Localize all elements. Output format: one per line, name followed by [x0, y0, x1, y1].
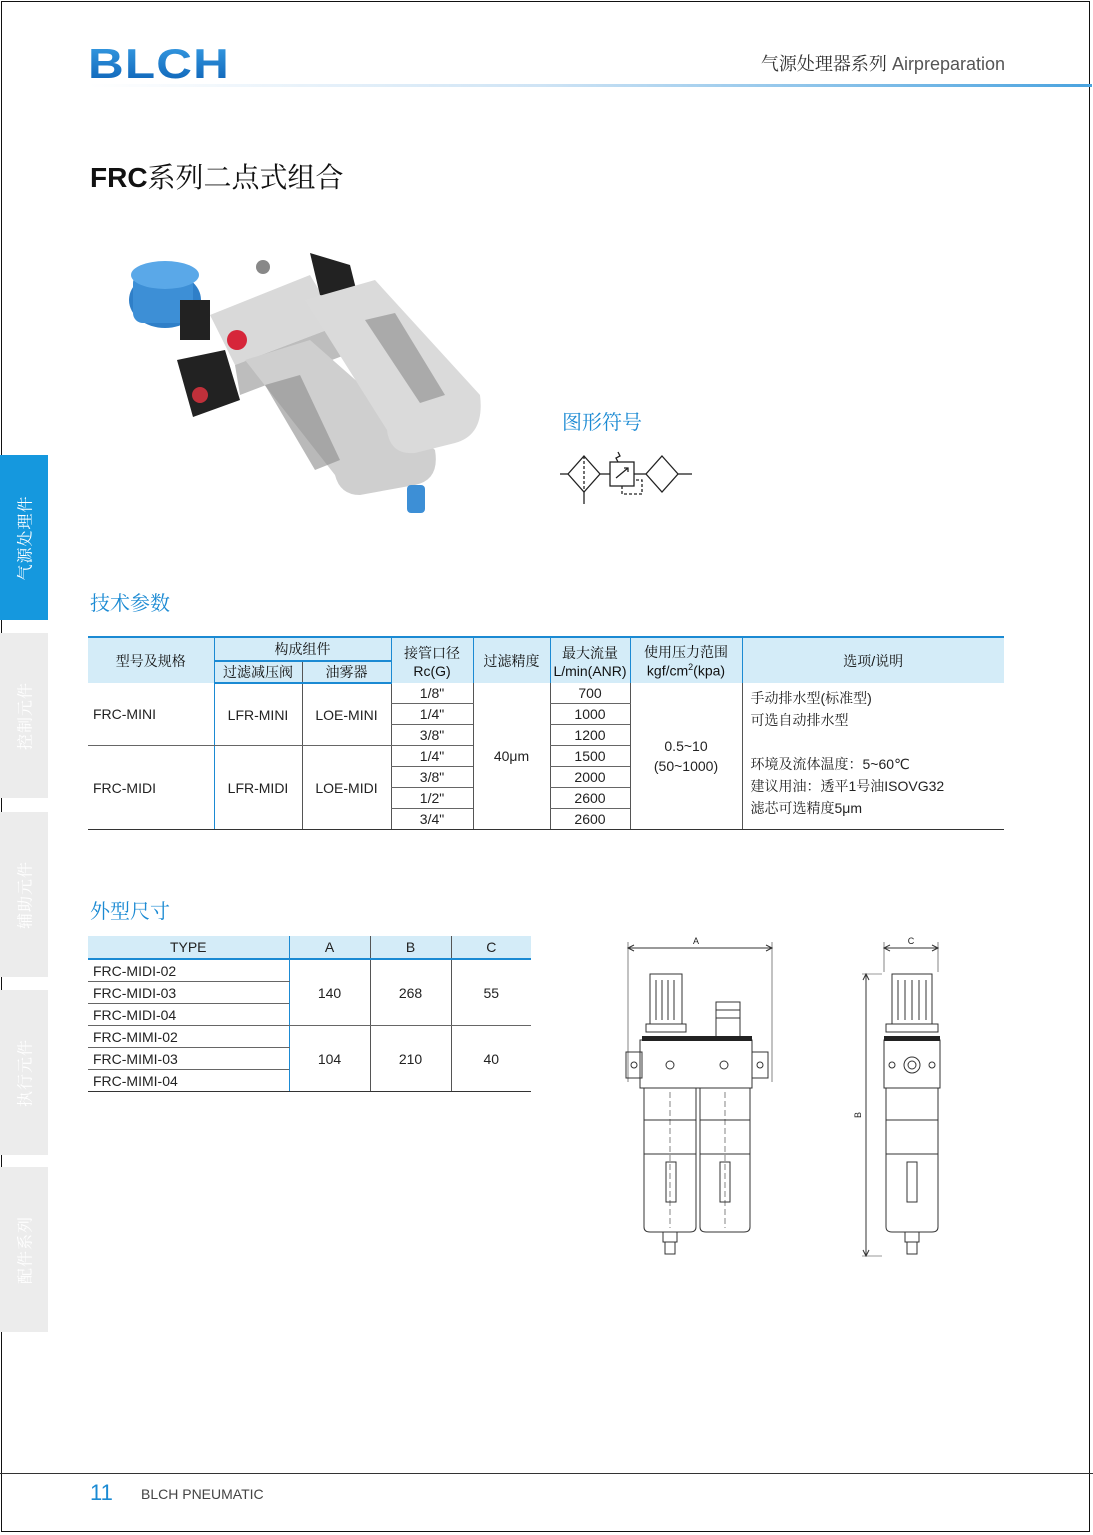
type-cell: FRC-MIDI-02	[88, 959, 289, 982]
sidebar-tab-label: 执行元件	[17, 1038, 35, 1107]
note-line: 滤芯可选精度5μm	[750, 800, 863, 816]
port-cell: 1/2"	[391, 788, 473, 809]
port-cell: 1/4"	[391, 746, 473, 767]
th-port-line1: 接管口径	[404, 644, 460, 661]
footer-company: BLCH PNEUMATIC	[141, 1486, 264, 1502]
type-cell: FRC-MIMI-04	[88, 1070, 289, 1092]
type-cell: FRC-MIMI-03	[88, 1048, 289, 1070]
dim-c-cell: 55	[451, 959, 531, 1026]
dim-a-cell: 140	[289, 959, 370, 1026]
sidebar-tab-accessories[interactable]	[0, 1167, 48, 1332]
pressure-cell	[630, 683, 742, 830]
th-b: B	[370, 936, 451, 959]
note-line: 环境及流体温度：5~60℃	[750, 756, 910, 772]
side-view-drawing	[852, 932, 947, 1264]
model-cell: FRC-MIDI	[88, 746, 214, 830]
th-pressure-unit: kgf/cm	[646, 662, 689, 679]
type-cell: FRC-MIMI-02	[88, 1026, 289, 1048]
th-pressure-line1: 使用压力范围	[644, 644, 728, 661]
filter-regulator-cell: LFR-MIDI	[214, 746, 302, 830]
type-cell: FRC-MIDI-04	[88, 1004, 289, 1026]
title-model: FRC	[90, 162, 148, 193]
th-filter-regulator: 过滤减压阀	[214, 661, 302, 683]
th-flow	[550, 637, 630, 683]
type-cell: FRC-MIDI-03	[88, 982, 289, 1004]
brand-logo	[88, 40, 230, 84]
dim-label-a: A	[692, 936, 700, 946]
series-cn: 气源处理器系列	[760, 54, 887, 74]
page-number: 11	[90, 1480, 113, 1505]
flow-cell: 700	[550, 683, 630, 704]
notes-cell	[742, 683, 1004, 830]
sidebar-tab-auxiliary[interactable]	[0, 812, 48, 977]
sidebar-tab-label: 辅助元件	[17, 860, 35, 929]
dims-section-title: 外型尺寸	[90, 901, 170, 923]
note-line: 手动排水型(标准型)	[750, 690, 872, 706]
model-cell: FRC-MINI	[88, 683, 214, 746]
th-lubricator: 油雾器	[302, 661, 391, 683]
dim-b-cell: 210	[370, 1026, 451, 1092]
port-cell: 3/4"	[391, 809, 473, 830]
th-pressure-kpa: (kpa)	[693, 662, 726, 679]
th-options: 选项/说明	[742, 637, 1004, 683]
flow-cell: 1200	[550, 725, 630, 746]
th-flow-line2: L/min(ANR)	[553, 662, 627, 679]
th-port-line2: Rc(G)	[413, 662, 451, 679]
port-cell: 1/8"	[391, 683, 473, 704]
header-series-title	[761, 50, 1005, 76]
port-cell: 3/8"	[391, 725, 473, 746]
product-photo	[125, 245, 495, 535]
dim-a-cell: 104	[289, 1026, 370, 1092]
pressure-range-kpa: (50~1000)	[653, 758, 719, 774]
pressure-range: 0.5~10	[664, 738, 708, 754]
svg-text:BLCH: BLCH	[88, 40, 230, 84]
flow-cell: 2600	[550, 809, 630, 830]
sidebar-tab-label: 配件系列	[17, 1215, 35, 1284]
flow-cell: 2000	[550, 767, 630, 788]
title-text: 系列二点式组合	[147, 162, 344, 193]
tech-section-title: 技术参数	[90, 593, 170, 615]
flow-cell: 2600	[550, 788, 630, 809]
dim-c-cell: 40	[451, 1026, 531, 1092]
dim-label-c: C	[907, 936, 915, 946]
sidebar-tab-label: 气源处理件	[17, 494, 35, 581]
front-view-drawing	[620, 932, 780, 1264]
dim-label-b: B	[853, 1111, 863, 1119]
th-components: 构成组件	[214, 637, 391, 661]
dim-b-cell: 268	[370, 959, 451, 1026]
th-pressure-line2	[631, 662, 742, 679]
sidebar-tab-actuator[interactable]	[0, 990, 48, 1155]
sidebar-tab-label: 控制元件	[17, 681, 35, 750]
filtration-cell: 40μm	[473, 683, 550, 830]
sidebar-tab-control[interactable]	[0, 633, 48, 798]
th-filtration: 过滤精度	[473, 637, 550, 683]
th-model: 型号及规格	[88, 637, 214, 683]
lubricator-cell: LOE-MIDI	[302, 746, 391, 830]
th-a: A	[289, 936, 370, 959]
symbol-title: 图形符号	[562, 412, 642, 434]
flow-cell: 1500	[550, 746, 630, 767]
flow-cell: 1000	[550, 704, 630, 725]
th-type: TYPE	[88, 936, 289, 959]
footer-rule	[0, 1473, 1093, 1474]
port-cell: 1/4"	[391, 704, 473, 725]
filter-regulator-cell: LFR-MINI	[214, 683, 302, 746]
th-pressure-sup: 2	[688, 662, 694, 673]
th-c: C	[451, 936, 531, 959]
th-port	[391, 637, 473, 683]
dims-table	[88, 936, 531, 1092]
tech-table	[88, 636, 1004, 830]
note-line: 可选自动排水型	[750, 712, 849, 728]
th-flow-line1: 最大流量	[562, 644, 618, 661]
note-line: 建议用油：透平1号油ISOVG32	[750, 778, 945, 794]
pneumatic-symbol-icon	[558, 448, 694, 508]
sidebar-tab-air-treatment[interactable]	[0, 455, 48, 620]
lubricator-cell: LOE-MINI	[302, 683, 391, 746]
port-cell: 3/8"	[391, 767, 473, 788]
note-line	[751, 731, 1005, 753]
series-en: Airpreparation	[891, 54, 1005, 74]
header-rule	[88, 84, 1092, 87]
page-title	[90, 156, 344, 196]
th-pressure	[630, 637, 742, 683]
